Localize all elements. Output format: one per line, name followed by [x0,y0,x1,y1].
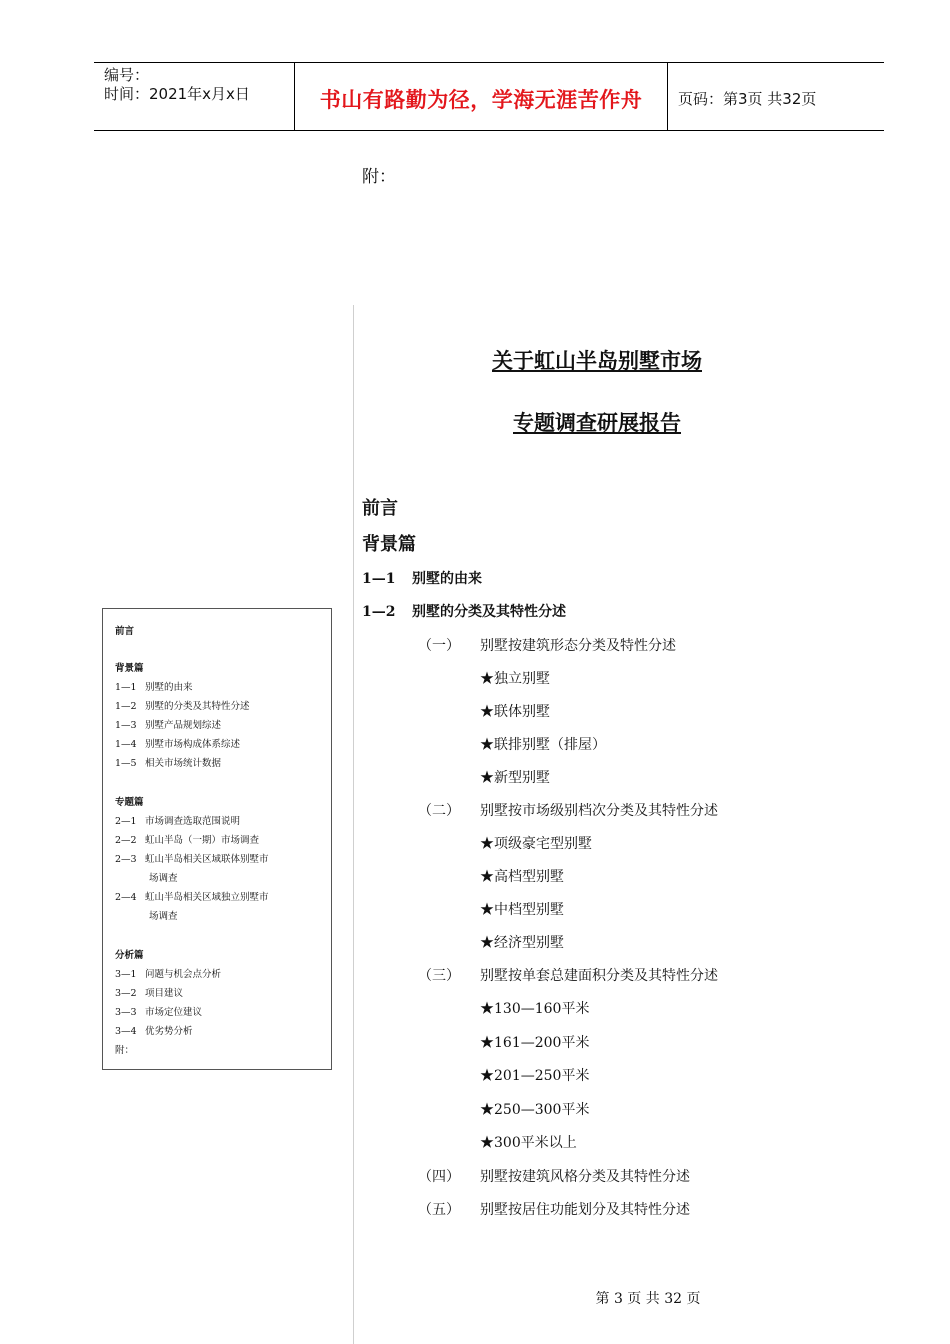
toc-item [115,1023,193,1037]
header-divider-right [667,62,668,130]
toc-num: 1—2 [115,701,137,712]
doc-title-line1: 关于虹山半岛别墅市场 [492,348,702,373]
doc-title-line2: 专题调查研展报告 [513,410,681,435]
section-background: 背景篇 [362,534,416,555]
toc-preface: 前言 [115,626,135,637]
toc-num: 1—4 [115,739,137,750]
toc-item [115,717,221,731]
list-item: ★161—200平米 [480,1035,590,1051]
header-bottom-rule [94,130,884,131]
toc-text: 市场定位建议 [145,1007,203,1018]
toc-item [115,832,259,846]
list-item: ★独立别墅 [480,671,550,687]
list-item: ★新型别墅 [480,770,550,786]
header-page-label: 页码：第3页 共32页 [678,90,817,108]
toc-item [115,851,269,865]
toc-num: 3—2 [115,988,137,999]
time-label: 时间：2021年x月x日 [104,85,250,103]
group-title: 别墅按居住功能划分及其特性分述 [480,1202,690,1218]
list-item: ★经济型别墅 [480,935,564,951]
subsection-text: 别墅的由来 [412,571,482,587]
list-item: ★250—300平米 [480,1102,590,1118]
header-left-cell [104,66,250,104]
toc-attachment: 附： [115,1045,135,1056]
toc-analysis-title: 分析篇 [115,950,144,961]
toc-text: 问题与机会点分析 [145,969,222,980]
toc-num: 2—1 [115,816,137,827]
toc-item [115,698,250,712]
toc-num: 1—1 [115,682,137,693]
toc-num: 1—3 [115,720,137,731]
group-title: 别墅按单套总建面积分类及其特性分述 [480,968,718,984]
subsection-num: 1—2 [362,604,396,620]
group-title: 别墅按建筑形态分类及特性分述 [480,638,676,654]
header-motto: 书山有路勤为径，学海无涯苦作舟 [319,88,643,112]
toc-text: 虹山半岛（一期）市场调查 [145,835,260,846]
list-item: ★高档型别墅 [480,869,564,885]
header-divider-left [294,62,295,130]
subsection-1-2 [362,601,566,621]
group-paren: （四） [418,1169,460,1185]
section-preface: 前言 [362,498,398,519]
toc-num: 2—4 [115,892,137,903]
toc-item [115,679,193,693]
toc-num: 3—4 [115,1026,137,1037]
group-paren: （二） [418,803,460,819]
toc-item [115,966,221,980]
toc-text: 相关市场统计数据 [145,758,222,769]
toc-text: 别墅产品规划综述 [145,720,222,731]
toc-text: 别墅的分类及其特性分述 [145,701,250,712]
header-top-rule [94,62,884,63]
group-paren: （一） [418,638,460,654]
toc-bg-title: 背景篇 [115,663,144,674]
column-divider [353,305,354,1344]
toc-box [102,608,332,1070]
toc-item [115,889,269,903]
list-item: ★项级豪宅型别墅 [480,836,592,852]
list-item: ★201—250平米 [480,1068,590,1084]
toc-text: 别墅市场构成体系综述 [145,739,241,750]
list-item: ★300平米以上 [480,1135,577,1151]
toc-item [115,813,240,827]
attachment-label: 附： [362,167,396,187]
toc-text: 市场调查选取范围说明 [145,816,241,827]
toc-text: 项目建议 [145,988,184,999]
toc-text: 虹山半岛相关区域独立别墅市 [145,892,269,903]
toc-text: 别墅的由来 [145,682,193,693]
group-title: 别墅按市场级别档次分类及其特性分述 [480,803,718,819]
toc-item [115,985,183,999]
subsection-1-1 [362,568,482,588]
toc-item-continued: 场调查 [149,911,178,922]
group-paren: （五） [418,1202,460,1218]
number-label: 编号： [104,66,150,84]
list-item: ★中档型别墅 [480,902,564,918]
toc-text: 虹山半岛相关区域联体别墅市 [145,854,269,865]
toc-item [115,736,240,750]
toc-num: 3—3 [115,1007,137,1018]
toc-num: 2—2 [115,835,137,846]
toc-text: 优劣势分析 [145,1026,193,1037]
toc-topic-title: 专题篇 [115,797,144,808]
toc-item-continued: 场调查 [149,873,178,884]
group-title: 别墅按建筑风格分类及其特性分述 [480,1169,690,1185]
subsection-text: 别墅的分类及其特性分述 [412,604,566,620]
toc-num: 3—1 [115,969,137,980]
list-item: ★联排别墅（排屋） [480,737,606,753]
group-paren: （三） [418,968,460,984]
toc-item [115,755,221,769]
page-footer: 第 3 页 共 32 页 [595,1291,701,1307]
toc-num: 2—3 [115,854,137,865]
toc-item [115,1004,202,1018]
subsection-num: 1—1 [362,571,396,587]
toc-num: 1—5 [115,758,137,769]
list-item: ★130—160平米 [480,1001,590,1017]
list-item: ★联体别墅 [480,704,550,720]
